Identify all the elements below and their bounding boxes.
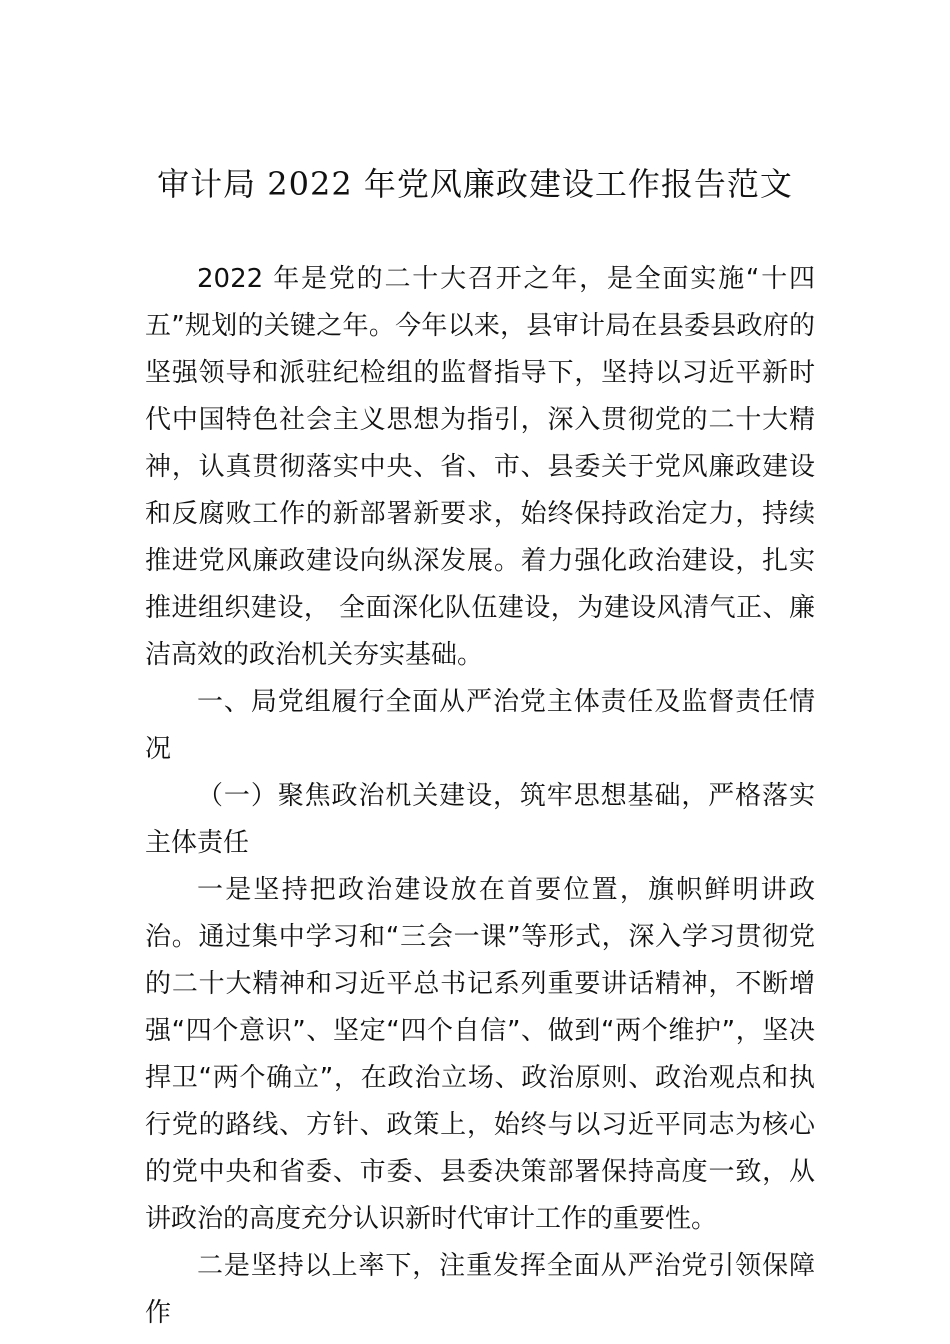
- section-heading: 一、局党组履行全面从严治党主体责任及监督责任情况: [145, 687, 815, 764]
- body-paragraph-2: 二是坚持以上率下，注重发挥全面从严治党引领保障作: [145, 1251, 815, 1328]
- subsection-heading: （一）聚焦政治机关建设，筑牢思想基础，严格落实主体责任: [145, 781, 815, 858]
- body-paragraph-1: 一是坚持把政治建设放在首要位置，旗帜鲜明讲政治。通过集中学习和“三会一课”等形式，深入学习贯彻党的二十大精神和习近平总书记系列重要讲话精神，不断增强“四个意识”、坚定“四个自信”、做到“两个维护”，坚决捍卫“两个确立”，在政治立场、政治原则、政治观点和执行党的路线、方针、政策上，始终与以习近平同志为核心的党中央和省委、市委、县委决策部署保持高度一致，从讲政治的高度充分认识新时代审计工作的重要性。: [145, 875, 815, 1234]
- intro-paragraph: 2022 年是党的二十大召开之年，是全面实施“十四五”规划的关键之年。今年以来，县审计局在县委县政府的坚强领导和派驻纪检组的监督指导下，坚持以习近平新时代中国特色社会主义思想为指引，深入贯彻党的二十大精神，认真贯彻落实中央、省、市、县委关于党风廉政建设和反腐败工作的新部署新要求，始终保持政治定力，持续推进党风廉政建设向纵深发展。着力强化政治建设，扎实推进组织建设， 全面深化队伍建设，为建设风清气正、廉洁高效的政治机关夯实基础。: [145, 264, 815, 670]
- document-title: 审计局 2022 年党风廉政建设工作报告范文: [157, 165, 793, 203]
- document-body: [145, 256, 815, 1337]
